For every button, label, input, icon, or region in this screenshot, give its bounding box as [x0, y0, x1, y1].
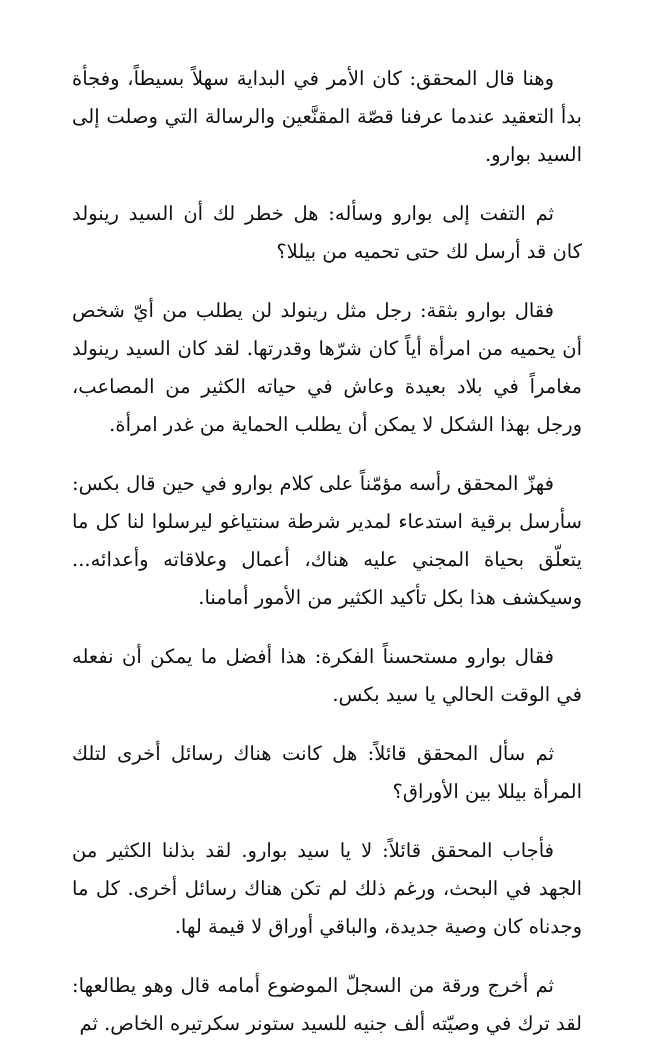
paragraph: فقال بوارو بثقة: رجل مثل رينولد لن يطلب من أيّ شخص أن يحميه من امرأة أياً كان شرّها وقدرتها. لقد كان السيد رينولد مغامراً في بلاد بعيدة وعاش في حياته الكثير من المصاعب، ورجل بهذا الشكل لا يمكن أن يطلب الحماية من غدر امرأة. [72, 299, 582, 436]
page-text [72, 60, 582, 1064]
paragraph: ثم التفت إلى بوارو وسأله: هل خطر لك أن السيد رينولد كان قد أرسل لك حتى تحميه من بيللا؟ [72, 202, 582, 263]
paragraph: فهزّ المحقق رأسه مؤمّناً على كلام بوارو في حين قال بكس: سأرسل برقية استدعاء لمدير شرطة سنتياغو ليرسلوا لنا كل ما يتعلّق بحياة المجني عليه هناك، أعمال وعلاقاته وأعدائه... وسيكشف هذا بكل تأكيد الكثير من الأمور أمامنا. [72, 472, 582, 609]
paragraph: ثم سأل المحقق قائلاً: هل كانت هناك رسائل أخرى لتلك المرأة بيللا بين الأوراق؟ [72, 742, 582, 803]
paragraph: ثم أخرج ورقة من السجلّ الموضوع أمامه قال وهو يطالعها: لقد ترك في وصيّته ألف جنيه للسيد ستونر سكرتيره الخاص. ثم [72, 974, 582, 1035]
paragraph: فأجاب المحقق قائلاً: لا يا سيد بوارو. لقد بذلنا الكثير من الجهد في البحث، ورغم ذلك لم تكن هناك رسائل أخرى. كل ما وجدناه كان وصية جديدة، والباقي أوراق لا قيمة لها. [72, 839, 582, 938]
paragraph: وهنا قال المحقق: كان الأمر في البداية سهلاً بسيطاً، وفجأة بدأ التعقيد عندما عرفنا قصّة المقنَّعين والرسالة التي وصلت إلى السيد بوارو. [72, 67, 582, 166]
paragraph: فقال بوارو مستحسناً الفكرة: هذا أفضل ما يمكن أن نفعله في الوقت الحالي يا سيد بكس. [72, 645, 582, 706]
